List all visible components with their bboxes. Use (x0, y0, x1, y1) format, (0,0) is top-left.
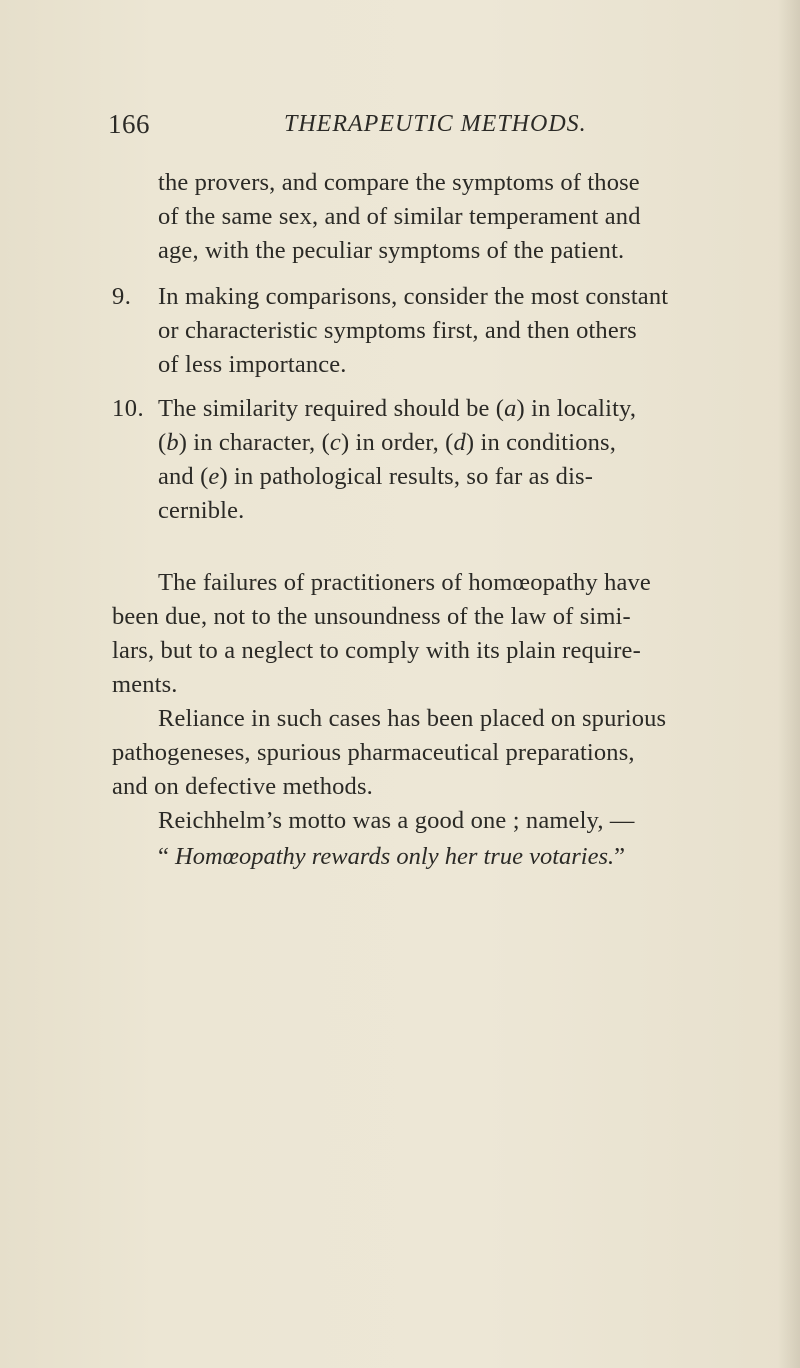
item10-line-3 (158, 460, 593, 494)
para1-line-2: been due, not to the unsoundness of the law of simi- (112, 603, 631, 630)
para3-line-1: Reichhelm’s motto was a good one ; namely, — (158, 807, 635, 834)
item9-line-3: of less importance. (158, 351, 347, 378)
running-title: THERAPEUTIC METHODS. (284, 111, 587, 137)
page-number: 166 (108, 109, 150, 139)
item10-letter-c: c (329, 429, 341, 456)
quote-close-mark: ” (614, 843, 626, 870)
item10-line-3-a: and ( (158, 463, 209, 490)
item10-line-1 (158, 392, 636, 426)
item10-line-3-b: ) in pathological results, so far as dis- (219, 463, 594, 490)
item10-line-4: cernible. (158, 497, 245, 524)
para1-line-1: The failures of practitioners of homœopathy have (158, 569, 651, 596)
item10-line-1-a: The similarity required should be ( (158, 395, 505, 422)
item10-line-2 (158, 426, 616, 460)
item8-line-2: of the same sex, and of similar temperament and (158, 203, 641, 230)
motto-quote (158, 840, 625, 874)
running-head (108, 104, 628, 144)
item10-number: 10. (112, 395, 145, 422)
para2-line-2: pathogeneses, spurious pharmaceutical preparations, (112, 739, 635, 766)
page-edge-shadow (778, 0, 800, 1368)
para2-line-1: Reliance in such cases has been placed on spurious (158, 705, 667, 732)
item10-letter-e: e (208, 463, 220, 490)
quote-text: Homœopathy rewards only her true votaries. (175, 843, 615, 870)
item10-letter-b: b (166, 429, 179, 456)
item10-letter-d: d (453, 429, 466, 456)
item10-line-1-b: ) in locality, (516, 395, 637, 422)
item10-line-2-a: ( (158, 429, 167, 456)
item10-line-2-c: ) in order, ( (340, 429, 454, 456)
quote-open-mark: “ (158, 843, 175, 870)
item8-line-3: age, with the peculiar symptoms of the patient. (158, 237, 625, 264)
item8-line-1: the provers, and compare the symptoms of those (158, 169, 640, 196)
item10-line-2-b: ) in character, ( (178, 429, 330, 456)
para1-line-3: lars, but to a neglect to comply with its plain require- (112, 637, 641, 664)
item9-line-2: or characteristic symptoms first, and then others (158, 317, 637, 344)
item10-letter-a: a (504, 395, 517, 422)
item9-line-1: In making comparisons, consider the most constant (158, 283, 669, 310)
item9-number: 9. (112, 283, 132, 310)
item10-line-2-d: ) in conditions, (465, 429, 616, 456)
para1-line-4: ments. (112, 671, 178, 698)
para2-line-3: and on defective methods. (112, 773, 373, 800)
